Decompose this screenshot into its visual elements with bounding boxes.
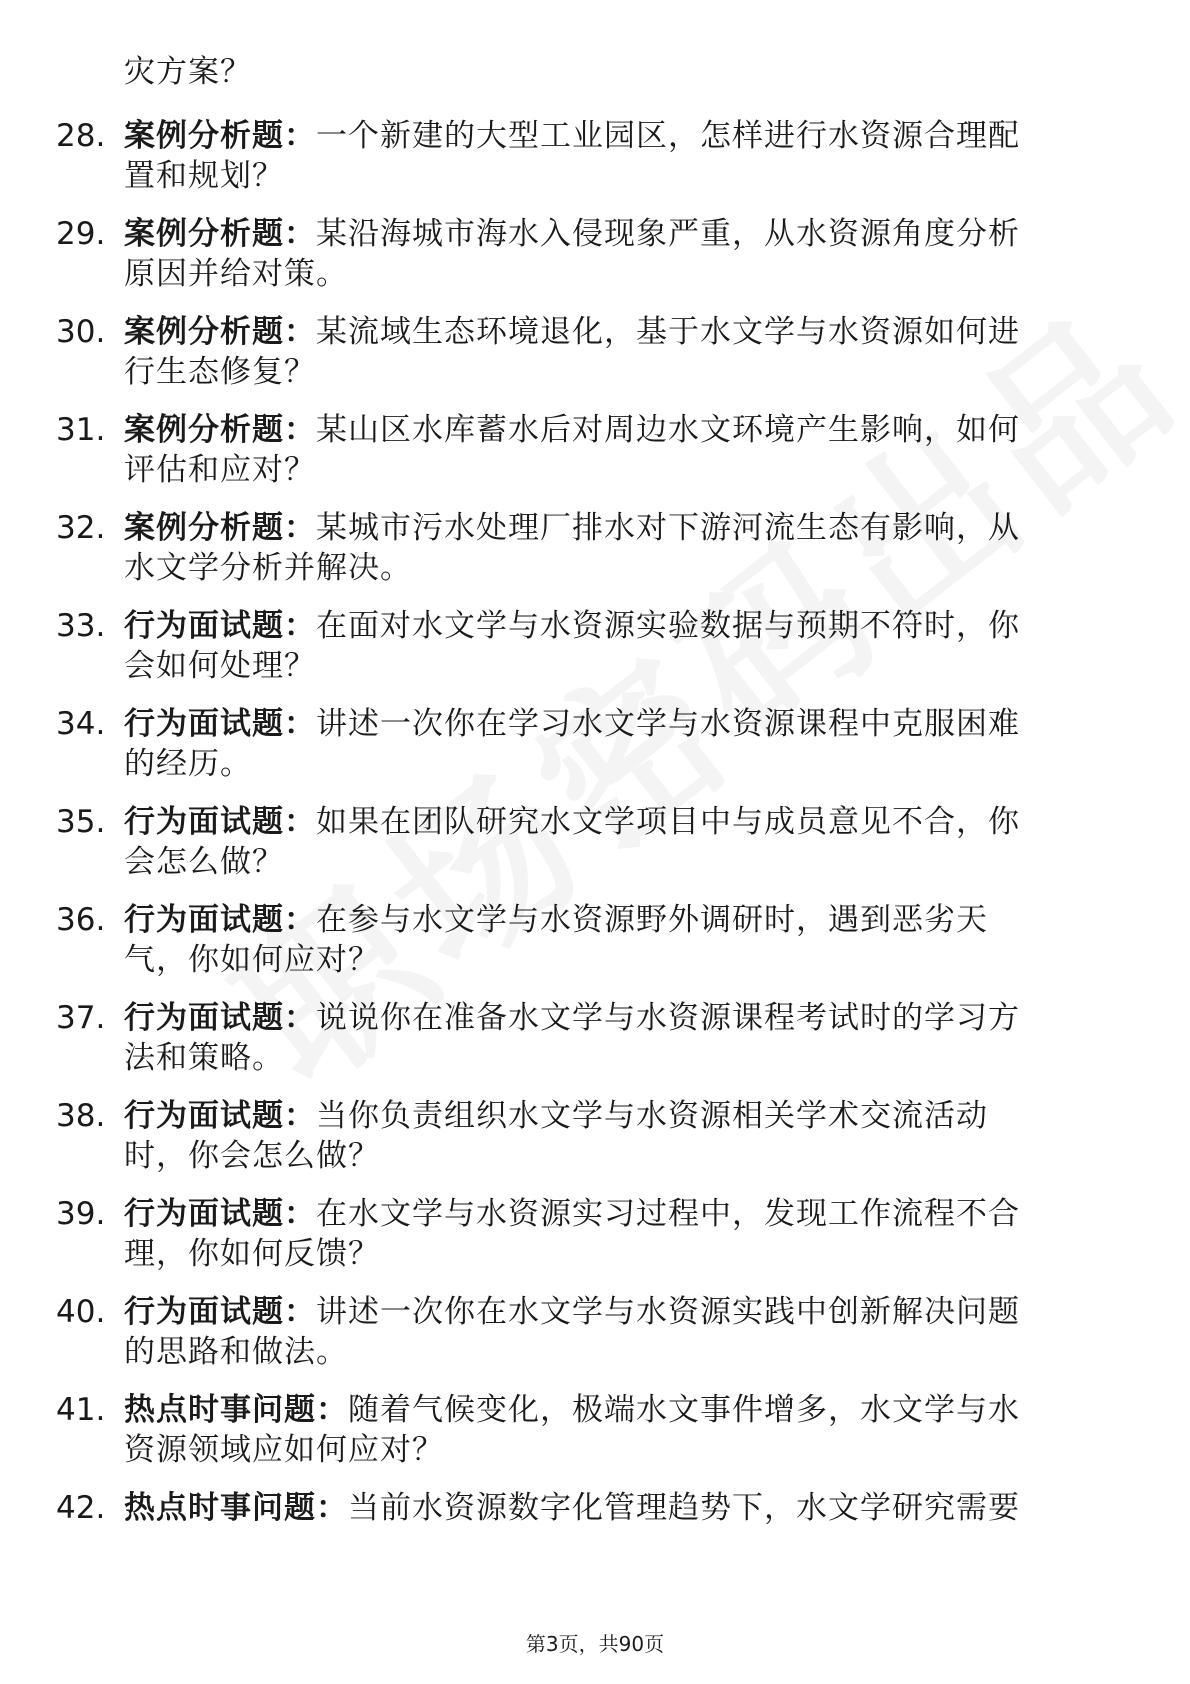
- question-text: [124, 998, 1114, 1078]
- question-body-line1: 如果在团队研究水文学项目中与成员意见不合，你: [316, 804, 1020, 840]
- question-item: [0, 116, 1190, 214]
- question-body-line1: 讲述一次你在水文学与水资源实践中创新解决问题: [316, 1294, 1020, 1330]
- question-category: 热点时事问题：: [124, 1490, 348, 1526]
- question-text: [124, 900, 1114, 980]
- page-number-footer: 第3页，共90页: [525, 1632, 665, 1656]
- question-body-line2: 原因并给对策。: [124, 256, 348, 292]
- question-item: [0, 998, 1190, 1096]
- question-text: [124, 606, 1114, 686]
- question-body-line2: 置和规划？: [124, 158, 284, 194]
- question-text: [124, 410, 1114, 490]
- question-category: 行为面试题：: [124, 1294, 316, 1330]
- question-body-line1: 一个新建的大型工业园区，怎样进行水资源合理配: [316, 118, 1020, 154]
- question-item: [0, 704, 1190, 802]
- question-number: 32.: [56, 510, 106, 546]
- question-text: [124, 116, 1114, 196]
- continuation-text: 灾方案？: [124, 54, 252, 90]
- question-text: [124, 704, 1114, 784]
- question-body-line1: 讲述一次你在学习水文学与水资源课程中克服困难: [316, 706, 1020, 742]
- question-number: 33.: [56, 608, 106, 644]
- question-body-line2: 时，你会怎么做？: [124, 1138, 380, 1174]
- question-body-line2: 气，你如何应对？: [124, 942, 380, 978]
- question-body-line1: 当前水资源数字化管理趋势下，水文学研究需要: [348, 1490, 1020, 1526]
- question-number: 42.: [56, 1490, 106, 1526]
- question-number: 34.: [56, 706, 106, 742]
- question-category: 案例分析题：: [124, 510, 316, 546]
- question-item: [0, 312, 1190, 410]
- question-category: 案例分析题：: [124, 118, 316, 154]
- question-body-line1: 在水文学与水资源实习过程中，发现工作流程不合: [316, 1196, 1020, 1232]
- question-item: [0, 1292, 1190, 1390]
- question-body-line1: 说说你在准备水文学与水资源课程考试时的学习方: [316, 1000, 1020, 1036]
- question-body-line2: 理，你如何反馈？: [124, 1236, 380, 1272]
- question-number: 38.: [56, 1098, 106, 1134]
- question-text: [124, 1096, 1114, 1176]
- question-text: [124, 802, 1114, 882]
- question-number: 28.: [56, 118, 106, 154]
- question-number: 30.: [56, 314, 106, 350]
- question-text: [124, 1292, 1114, 1372]
- question-item: [0, 606, 1190, 704]
- question-item: [0, 1390, 1190, 1488]
- question-category: 案例分析题：: [124, 314, 316, 350]
- question-item: [0, 1488, 1190, 1586]
- question-body-line2: 行生态修复？: [124, 354, 316, 390]
- question-number: 35.: [56, 804, 106, 840]
- question-text: [124, 1390, 1114, 1470]
- question-body-line1: 在面对水文学与水资源实验数据与预期不符时，你: [316, 608, 1020, 644]
- question-category: 行为面试题：: [124, 1000, 316, 1036]
- question-list: [0, 116, 1190, 1586]
- question-item: [0, 1194, 1190, 1292]
- question-number: 36.: [56, 902, 106, 938]
- question-item: [0, 802, 1190, 900]
- question-number: 39.: [56, 1196, 106, 1232]
- question-body-line2: 评估和应对？: [124, 452, 316, 488]
- question-body-line1: 某城市污水处理厂排水对下游河流生态有影响，从: [316, 510, 1020, 546]
- question-number: 41.: [56, 1392, 106, 1428]
- question-body-line1: 当你负责组织水文学与水资源相关学术交流活动: [316, 1098, 988, 1134]
- question-text: [124, 214, 1114, 294]
- question-item: [0, 1096, 1190, 1194]
- question-category: 行为面试题：: [124, 1098, 316, 1134]
- question-category: 热点时事问题：: [124, 1392, 348, 1428]
- question-body-line2: 水文学分析并解决。: [124, 550, 412, 586]
- question-item: [0, 410, 1190, 508]
- question-category: 案例分析题：: [124, 216, 316, 252]
- question-body-line1: 某山区水库蓄水后对周边水文环境产生影响，如何: [316, 412, 1020, 448]
- question-body-line2: 资源领域应如何应对？: [124, 1432, 444, 1468]
- question-category: 行为面试题：: [124, 608, 316, 644]
- question-body-line2: 会如何处理？: [124, 648, 316, 684]
- question-number: 37.: [56, 1000, 106, 1036]
- question-category: 行为面试题：: [124, 804, 316, 840]
- question-category: 案例分析题：: [124, 412, 316, 448]
- question-text: [124, 1194, 1114, 1274]
- question-text: [124, 508, 1114, 588]
- question-body-line1: 某流域生态环境退化，基于水文学与水资源如何进: [316, 314, 1020, 350]
- question-body-line1: 在参与水文学与水资源野外调研时，遇到恶劣天: [316, 902, 988, 938]
- question-category: 行为面试题：: [124, 902, 316, 938]
- question-text: [124, 312, 1114, 392]
- question-text: [124, 1488, 1114, 1528]
- question-item: [0, 508, 1190, 606]
- question-number: 31.: [56, 412, 106, 448]
- question-body-line2: 的经历。: [124, 746, 252, 782]
- question-number: 40.: [56, 1294, 106, 1330]
- question-body-line2: 会怎么做？: [124, 844, 284, 880]
- question-category: 行为面试题：: [124, 706, 316, 742]
- question-item: [0, 214, 1190, 312]
- question-body-line1: 某沿海城市海水入侵现象严重，从水资源角度分析: [316, 216, 1020, 252]
- question-item: [0, 900, 1190, 998]
- question-body-line1: 随着气候变化，极端水文事件增多，水文学与水: [348, 1392, 1020, 1428]
- question-number: 29.: [56, 216, 106, 252]
- question-body-line2: 法和策略。: [124, 1040, 284, 1076]
- question-category: 行为面试题：: [124, 1196, 316, 1232]
- question-body-line2: 的思路和做法。: [124, 1334, 348, 1370]
